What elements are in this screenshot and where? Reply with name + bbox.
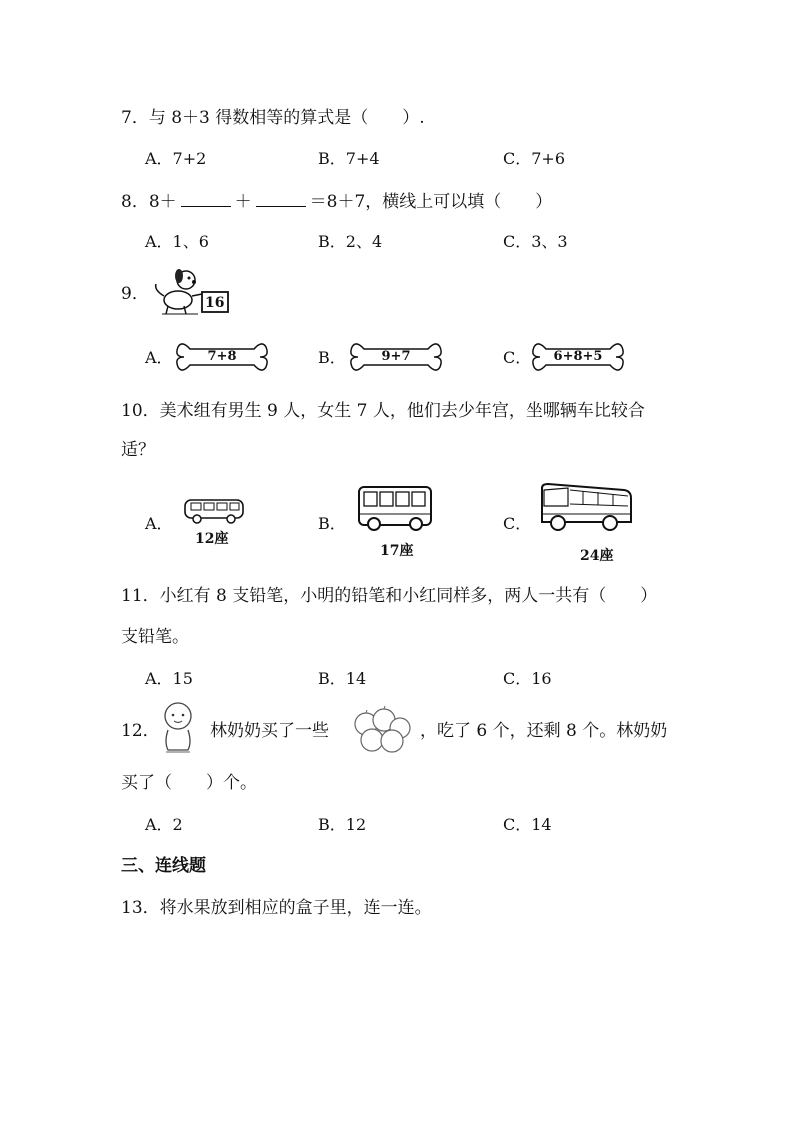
q9-number: 9． xyxy=(121,284,149,304)
small-bus-icon xyxy=(183,496,245,526)
q10-line1: 10．美术组有男生 9 人，女生 7 人，他们去少年宫，坐哪辆车比较合 xyxy=(121,401,645,421)
bone-option-c[interactable] xyxy=(532,340,624,374)
bone-option-b[interactable] xyxy=(350,340,442,374)
large-coach-icon xyxy=(538,482,634,536)
q11-line2: 支铅笔。 xyxy=(121,627,189,647)
q12-text-2: ，吃了 6 个，还剩 8 个。林奶奶 xyxy=(420,721,668,741)
q8-part2: ＋ xyxy=(234,192,252,212)
section-heading: 三、连线题 xyxy=(121,856,206,876)
dog-sign-number: 16 xyxy=(205,295,225,311)
q9-option-c[interactable]: C． xyxy=(503,348,532,367)
q12-text-1: 林奶奶买了一些 xyxy=(210,721,329,741)
q7-option-b[interactable]: B．7+4 xyxy=(318,149,380,168)
child-icon xyxy=(156,700,200,756)
large-coach-image[interactable] xyxy=(538,482,634,536)
q9-option-b[interactable]: B． xyxy=(318,348,346,367)
bone-option-a[interactable] xyxy=(176,340,268,374)
q12-option-b[interactable]: B．12 xyxy=(318,815,367,834)
q9-option-a[interactable]: A． xyxy=(145,348,173,367)
q10-option-a[interactable]: A． xyxy=(145,514,173,533)
q10-option-b[interactable]: B． xyxy=(318,514,346,533)
medium-bus-image[interactable] xyxy=(356,484,434,532)
q11-option-c[interactable]: C．16 xyxy=(503,669,552,688)
q8-option-b[interactable]: B．2、4 xyxy=(318,232,383,251)
q8-blank-2[interactable] xyxy=(256,192,306,207)
q7-stem: 7．与 8＋3 得数相等的算式是（ ）. xyxy=(121,108,425,128)
child-image xyxy=(156,700,200,756)
q7-option-c[interactable]: C．7+6 xyxy=(503,149,566,168)
q8-option-c[interactable]: C．3、3 xyxy=(503,232,568,251)
q11-option-a[interactable]: A．15 xyxy=(145,669,193,688)
seat-label-c: 24座 xyxy=(580,548,614,564)
q8-part3: ＝8＋7，横线上可以填（ ） xyxy=(309,192,553,212)
seat-label-b: 17座 xyxy=(380,543,414,559)
q8-option-a[interactable]: A．1、6 xyxy=(145,232,209,251)
q11-line1: 11．小红有 8 支铅笔，小明的铅笔和小红同样多，两人一共有（ ） xyxy=(121,586,658,606)
dog-with-sign-image xyxy=(148,266,232,318)
apples-image xyxy=(350,706,412,754)
medium-bus-icon xyxy=(356,484,434,532)
q12-line2: 买了（ ）个。 xyxy=(121,773,257,793)
bone-label-a: 7+8 xyxy=(207,349,237,364)
q8-part1: 8＋ xyxy=(148,192,177,212)
q12-number: 12． xyxy=(121,721,160,741)
bone-label-b: 9+7 xyxy=(381,349,411,364)
q7-option-a[interactable]: A．7+2 xyxy=(145,149,207,168)
q8-number: 8． xyxy=(121,192,149,212)
q10-line2: 适？ xyxy=(121,440,155,460)
seat-label-a: 12座 xyxy=(195,531,229,547)
small-bus-image[interactable] xyxy=(183,496,245,526)
q11-option-b[interactable]: B．14 xyxy=(318,669,367,688)
q8-blank-1[interactable] xyxy=(181,192,231,207)
bone-label-c: 6+8+5 xyxy=(553,349,603,364)
q8-stem xyxy=(121,192,552,211)
q12-option-c[interactable]: C．14 xyxy=(503,815,552,834)
apples-icon xyxy=(350,706,412,754)
q13-stem: 13．将水果放到相应的盒子里，连一连。 xyxy=(121,898,432,918)
q10-option-c[interactable]: C． xyxy=(503,514,532,533)
q12-option-a[interactable]: A．2 xyxy=(145,815,183,834)
